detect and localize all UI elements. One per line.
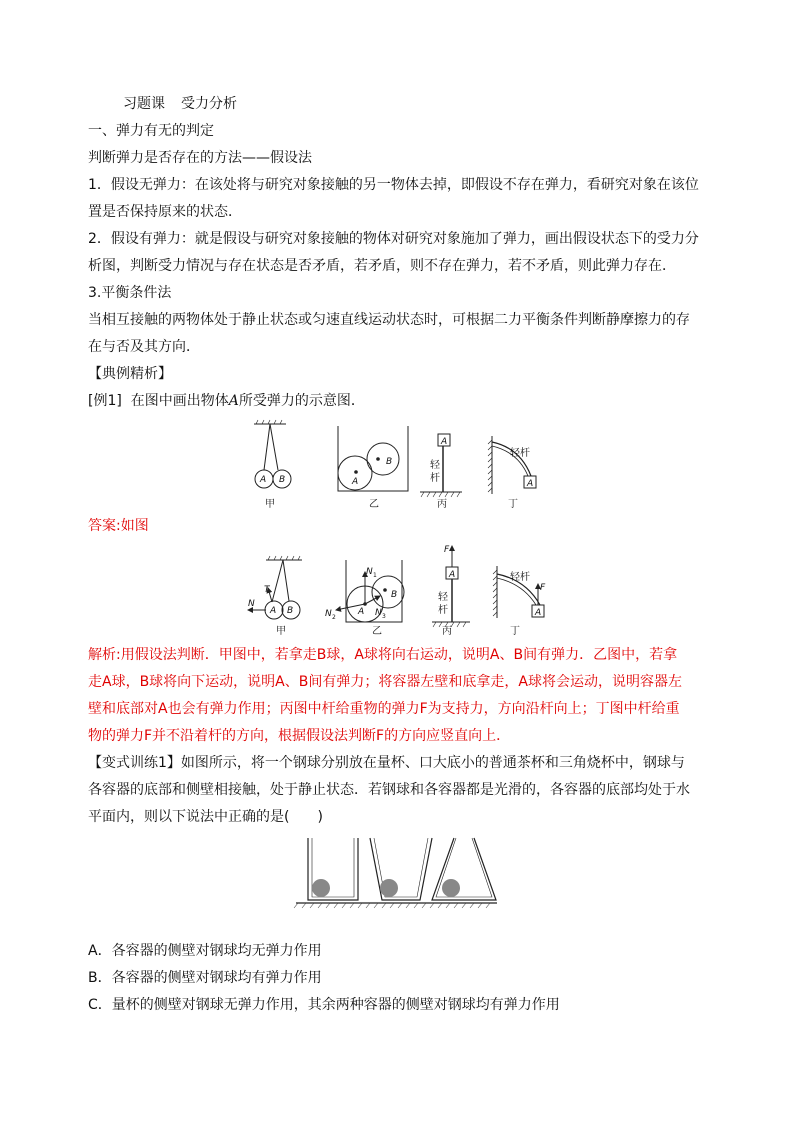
fig2-label-bing: 丙 — [442, 626, 452, 637]
jia2-label-t: T — [264, 585, 270, 595]
yi2-label-n1: N — [366, 567, 373, 577]
item2-line2: 析图，判断受力情况与存在状态是否矛盾，若矛盾，则不存在弹力，若不矛盾，则此弹力存在． — [88, 258, 676, 274]
variant1-line3: 平面内，则以下说法中正确的是( ) — [88, 809, 323, 825]
fig2-label-jia: 甲 — [276, 626, 286, 637]
fig1-label-ding: 丁 — [508, 499, 518, 510]
fig1-label-jia: 甲 — [265, 499, 275, 510]
example1-var: A — [228, 393, 239, 409]
item3-line1: 当相互接触的两物体处于静止状态或匀速直线运动状态时，可根据二力平衡条件判断静摩擦力的存 — [88, 312, 690, 328]
bing-rod-label-2: 杆 — [430, 473, 440, 484]
example1-question — [88, 391, 365, 411]
variant1-line1: 【变式训练1】如图所示，将一个钢球分别放在量杯、口大底小的普通茶杯和三角烧杯中，钢球与 — [88, 755, 685, 771]
tea-cup — [370, 838, 432, 900]
example1-text-a: 在图中画出物体 — [130, 393, 229, 409]
option-a: A．各容器的侧壁对钢球均无弹力作用 — [88, 943, 322, 959]
title-lesson: 习题课 — [123, 96, 165, 112]
yi2-label-n2-sub: 2 — [332, 614, 336, 621]
jia2-ball-b — [282, 601, 300, 619]
bing2-rod-label-1: 轻 — [438, 592, 448, 603]
analysis-line4: 物的弹力F并不沿着杆的方向，根据假设法判断F的方向应竖直向上． — [88, 728, 511, 744]
item3-title: 3.平衡条件法 — [88, 285, 172, 301]
example1-text-b: 所受弹力的示意图． — [238, 393, 365, 409]
yi2-ball-a — [347, 586, 383, 622]
bing2-label-a: A — [449, 570, 456, 580]
measuring-cup — [308, 838, 358, 900]
ding-label-a: A — [527, 479, 534, 489]
fig1-label-yi: 乙 — [369, 499, 379, 510]
ball-beaker — [442, 879, 460, 897]
yi-label-b: B — [386, 457, 393, 467]
ding2-label-a: A — [535, 608, 542, 618]
yi2-label-n1-sub: 1 — [373, 572, 377, 579]
yi2-ball-b — [372, 576, 404, 608]
fig1-label-bing: 丙 — [437, 499, 447, 510]
yi2-label-b: B — [391, 590, 398, 600]
ding-rod-label: 轻杆 — [510, 448, 530, 459]
jia-ball-a — [255, 470, 273, 488]
ball-cup — [312, 879, 330, 897]
jia-label-a: A — [260, 475, 267, 485]
fig2-label-ding: 丁 — [510, 626, 520, 637]
title-topic: 受力分析 — [181, 96, 237, 112]
bing-label-a: A — [441, 437, 448, 447]
page-title — [123, 94, 237, 114]
yi2-label-n3: N — [375, 608, 382, 618]
yi-ball-a — [338, 456, 372, 490]
analysis-line1: 解析:用假设法判断．甲图中，若拿走B球，A球将向右运动，说明A、B间有弹力．乙图中，若拿 — [88, 647, 678, 663]
answer-label: 答案:如图 — [88, 518, 149, 534]
item1-line1: 1．假设无弹力：在该处将与研究对象接触的另一物体去掉，即假设不存在弹力，看研究对象在该位 — [88, 177, 699, 193]
yi-label-a: A — [352, 477, 359, 487]
jia2-label-b: B — [287, 606, 294, 616]
analysis-line3: 壁和底部对A也会有弹力作用；丙图中杆给重物的弹力F为支持力，方向沿杆向上；丁图中杆给重 — [88, 701, 680, 717]
item2-line1: 2．假设有弹力：就是假设与研究对象接触的物体对研究对象施加了弹力，画出假设状态下的受力分 — [88, 231, 699, 247]
yi2-label-n3-sub: 3 — [382, 613, 386, 620]
jia2-label-n: N — [248, 599, 255, 609]
ding2-rod-label: 轻杆 — [510, 572, 530, 583]
example1-tag: [例1] — [88, 393, 122, 409]
option-b: B．各容器的侧壁对钢球均有弹力作用 — [88, 970, 322, 986]
jia-label-b: B — [279, 475, 286, 485]
item1-line2: 置是否保持原来的状态． — [88, 204, 242, 220]
jia-ball-b — [273, 470, 291, 488]
bing2-rod-label-2: 杆 — [438, 605, 448, 616]
jia2-ball-a — [265, 601, 283, 619]
ball-teacup — [380, 879, 398, 897]
yi2-label-a: A — [358, 607, 365, 617]
jia2-label-a: A — [270, 606, 277, 616]
item3-line2: 在与否及其方向． — [88, 339, 200, 355]
option-c: C．量杯的侧壁对钢球无弹力作用，其余两种容器的侧壁对钢球均有弹力作用 — [88, 997, 560, 1013]
bing2-label-f: F — [444, 545, 450, 555]
analysis-line2: 走A球，B球将向下运动，说明A、B间有弹力；将容器左壁和底拿走，A球将会运动，说明容器左 — [88, 674, 682, 690]
example-header: 【典例精析】 — [88, 366, 172, 382]
fig2-label-yi: 乙 — [372, 626, 382, 637]
method-title: 判断弹力是否存在的方法——假设法 — [88, 150, 312, 166]
triangular-beaker — [432, 838, 496, 900]
variant1-line2: 各容器的底部和侧壁相接触，处于静止状态．若钢球和各容器都是光滑的，各容器的底部均处于水 — [88, 782, 690, 798]
ding2-label-f: F — [540, 583, 546, 593]
section-heading: 一、弹力有无的判定 — [88, 123, 214, 139]
yi2-label-n2: N — [325, 609, 332, 619]
yi-ball-b — [367, 443, 399, 475]
bing-rod-label-1: 轻 — [430, 460, 440, 471]
